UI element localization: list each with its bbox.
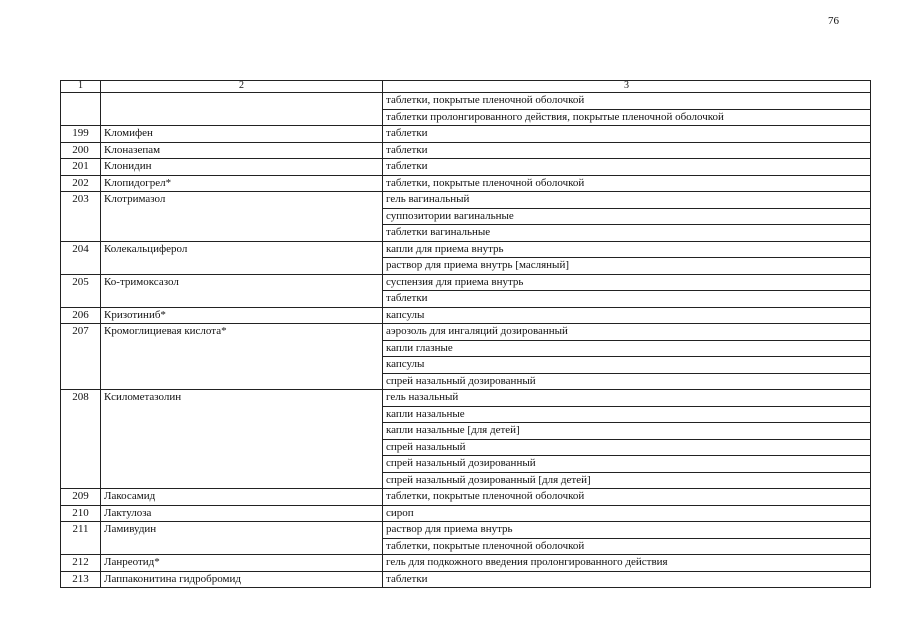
drug-table xyxy=(60,80,871,588)
dosage-form: капли назальные xyxy=(383,406,871,423)
drug-name: Кризотиниб* xyxy=(101,307,383,324)
dosage-form: суппозитории вагинальные xyxy=(383,208,871,225)
dosage-form: таблетки xyxy=(383,291,871,308)
drug-name: Ко-тримоксазол xyxy=(101,274,383,307)
dosage-form: таблетки, покрытые пленочной оболочкой xyxy=(383,489,871,506)
page-number: 76 xyxy=(828,15,839,27)
dosage-form: раствор для приема внутрь [масляный] xyxy=(383,258,871,275)
dosage-form: раствор для приема внутрь xyxy=(383,522,871,539)
dosage-form: спрей назальный дозированный xyxy=(383,373,871,390)
dosage-form: спрей назальный дозированный [для детей] xyxy=(383,472,871,489)
table-row xyxy=(61,175,871,192)
drug-name: Клоназепам xyxy=(101,142,383,159)
dosage-form: таблетки, покрытые пленочной оболочкой xyxy=(383,175,871,192)
table-row xyxy=(61,274,871,291)
dosage-form: таблетки, покрытые пленочной оболочкой xyxy=(383,538,871,555)
drug-name: Кломифен xyxy=(101,126,383,143)
table-row xyxy=(61,489,871,506)
dosage-form: аэрозоль для ингаляций дозированный xyxy=(383,324,871,341)
row-number: 204 xyxy=(61,241,101,274)
row-number xyxy=(61,93,101,126)
table-row xyxy=(61,522,871,539)
row-number: 212 xyxy=(61,555,101,572)
table-row xyxy=(61,93,871,110)
row-number: 209 xyxy=(61,489,101,506)
table-row xyxy=(61,505,871,522)
drug-name: Ланреотид* xyxy=(101,555,383,572)
row-number: 208 xyxy=(61,390,101,489)
row-number: 213 xyxy=(61,571,101,588)
dosage-form: таблетки пролонгированного действия, покрытые пленочной оболочкой xyxy=(383,109,871,126)
dosage-form: спрей назальный дозированный xyxy=(383,456,871,473)
dosage-form: таблетки, покрытые пленочной оболочкой xyxy=(383,93,871,110)
table-row xyxy=(61,192,871,209)
dosage-form: гель вагинальный xyxy=(383,192,871,209)
table-row xyxy=(61,142,871,159)
drug-name: Лакосамид xyxy=(101,489,383,506)
dosage-form: сироп xyxy=(383,505,871,522)
table-row xyxy=(61,126,871,143)
table-row xyxy=(61,307,871,324)
row-number: 210 xyxy=(61,505,101,522)
dosage-form: капсулы xyxy=(383,307,871,324)
row-number: 201 xyxy=(61,159,101,176)
table-row xyxy=(61,159,871,176)
dosage-form: таблетки xyxy=(383,126,871,143)
dosage-form: капли глазные xyxy=(383,340,871,357)
row-number: 203 xyxy=(61,192,101,242)
drug-name: Кромоглициевая кислота* xyxy=(101,324,383,390)
row-number: 205 xyxy=(61,274,101,307)
table-row xyxy=(61,324,871,341)
dosage-form: капсулы xyxy=(383,357,871,374)
dosage-form: гель для подкожного введения пролонгированного действия xyxy=(383,555,871,572)
dosage-form: гель назальный xyxy=(383,390,871,407)
row-number: 200 xyxy=(61,142,101,159)
table-row xyxy=(61,555,871,572)
drug-name: Лаппаконитина гидробромид xyxy=(101,571,383,588)
dosage-form: капли назальные [для детей] xyxy=(383,423,871,440)
dosage-form: спрей назальный xyxy=(383,439,871,456)
dosage-form: таблетки вагинальные xyxy=(383,225,871,242)
drug-name: Ламивудин xyxy=(101,522,383,555)
table-row xyxy=(61,241,871,258)
dosage-form: таблетки xyxy=(383,571,871,588)
header-col-3: 3 xyxy=(383,81,871,93)
dosage-form: таблетки xyxy=(383,159,871,176)
header-col-2: 2 xyxy=(101,81,383,93)
drug-name: Колекальциферол xyxy=(101,241,383,274)
dosage-form: таблетки xyxy=(383,142,871,159)
dosage-form: суспензия для приема внутрь xyxy=(383,274,871,291)
drug-name: Лактулоза xyxy=(101,505,383,522)
drug-name: Ксилометазолин xyxy=(101,390,383,489)
table-row xyxy=(61,571,871,588)
dosage-form: капли для приема внутрь xyxy=(383,241,871,258)
drug-name: Клопидогрел* xyxy=(101,175,383,192)
drug-name: Клотримазол xyxy=(101,192,383,242)
table-body xyxy=(61,93,871,588)
row-number: 206 xyxy=(61,307,101,324)
header-col-1: 1 xyxy=(61,81,101,93)
row-number: 202 xyxy=(61,175,101,192)
row-number: 211 xyxy=(61,522,101,555)
drug-name xyxy=(101,93,383,126)
header-row xyxy=(61,81,871,93)
row-number: 207 xyxy=(61,324,101,390)
table-row xyxy=(61,390,871,407)
drug-name: Клонидин xyxy=(101,159,383,176)
row-number: 199 xyxy=(61,126,101,143)
